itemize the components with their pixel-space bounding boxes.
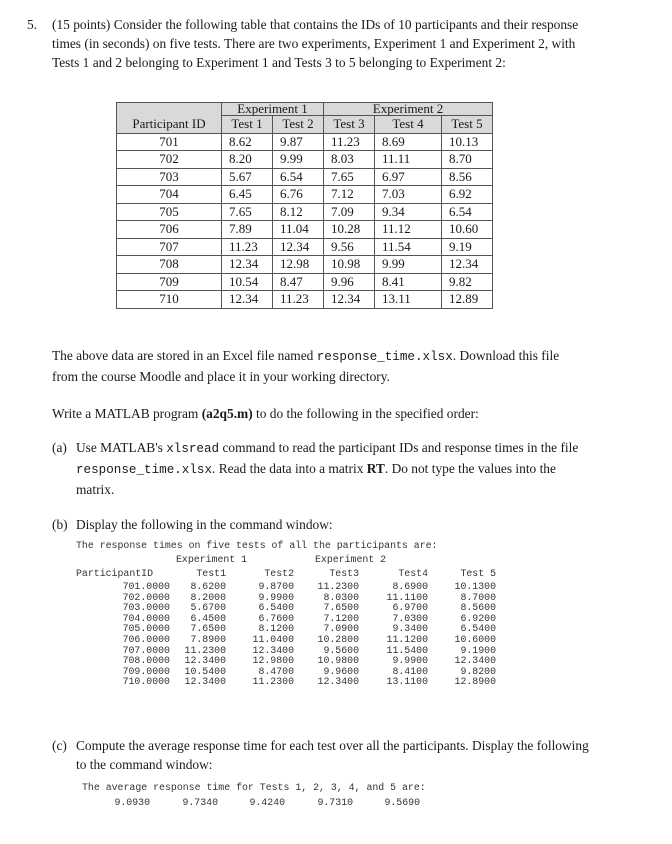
response-time-cell: 12.34 bbox=[273, 238, 324, 256]
response-time-cell: 12.34 bbox=[222, 256, 273, 274]
response-time-cell: 10.13 bbox=[442, 133, 493, 151]
part-c-output-title: The average response time for Tests 1, 2, 3, 4, and 5 are: bbox=[82, 782, 426, 793]
part-a-line2-before: . Read the data into a matrix bbox=[212, 461, 367, 476]
response-time-cell: 12.34 bbox=[442, 256, 493, 274]
response-time-cell: 10.54 bbox=[222, 273, 273, 291]
part-b-output-title: The response times on five tests of all the participants are: bbox=[76, 540, 438, 551]
output-value: 8.4100 bbox=[392, 665, 428, 677]
response-time-cell: 8.20 bbox=[222, 151, 273, 169]
output-value: 7.8900 bbox=[190, 634, 226, 645]
p1-line-2: from the course Moodle and place it in your working directory. bbox=[52, 369, 390, 384]
response-time-cell: 12.34 bbox=[222, 291, 273, 309]
response-time-cell: 7.65 bbox=[324, 168, 375, 186]
output-value: 7.0900 bbox=[323, 623, 359, 635]
output-value: 10.5400 bbox=[184, 665, 226, 677]
response-time-cell: 12.89 bbox=[442, 291, 493, 309]
response-time-cell: 12.98 bbox=[273, 256, 324, 274]
response-time-cell: 8.69 bbox=[375, 133, 442, 151]
part-a-label: (a) bbox=[52, 440, 67, 455]
response-time-cell: 11.04 bbox=[273, 221, 324, 239]
response-time-cell: 8.47 bbox=[273, 273, 324, 291]
response-time-cell: 10.28 bbox=[324, 221, 375, 239]
response-time-cell: 9.96 bbox=[324, 273, 375, 291]
part-b-text: Display the following in the command window: bbox=[76, 517, 333, 532]
response-time-cell: 6.92 bbox=[442, 186, 493, 204]
group-header-experiment-2: Experiment 2 bbox=[324, 103, 493, 116]
output-value: 8.5600 bbox=[460, 602, 496, 614]
column-header-test-3: Test 3 bbox=[324, 116, 375, 134]
part-a-filename: response_time.xlsx bbox=[76, 463, 213, 477]
response-time-cell: 11.12 bbox=[375, 221, 442, 239]
output-value: 11.5400 bbox=[386, 644, 428, 656]
output-value: 9.1900 bbox=[460, 644, 496, 656]
participant-id-cell: 710 bbox=[117, 291, 222, 309]
output-value: 703.0000 bbox=[122, 602, 170, 614]
intro-line-1: (15 points) Consider the following table that contains the IDs of 10 participants and their response bbox=[52, 17, 579, 32]
part-b-group-exp2: Experiment 2 bbox=[315, 554, 387, 565]
output-value: 11.2300 bbox=[252, 676, 294, 688]
output-value: 6.5400 bbox=[460, 623, 496, 635]
participant-id-cell: 704 bbox=[117, 186, 222, 204]
part-c-line2: to the command window: bbox=[76, 757, 213, 772]
response-time-cell: 9.19 bbox=[442, 238, 493, 256]
output-value: 701.0000 bbox=[122, 581, 170, 592]
output-col-header: Test3 bbox=[329, 568, 359, 579]
part-c-line1: Compute the average response time for each test over all the participants. Display the following bbox=[76, 738, 589, 753]
part-a-line1-before: Use MATLAB's bbox=[76, 440, 167, 455]
column-header-participant-id: Participant ID bbox=[117, 116, 222, 134]
response-time-cell: 10.60 bbox=[442, 221, 493, 239]
response-time-cell: 8.12 bbox=[273, 203, 324, 221]
group-header-experiment-1: Experiment 1 bbox=[222, 103, 324, 116]
response-time-cell: 7.09 bbox=[324, 203, 375, 221]
output-value: 7.0300 bbox=[392, 612, 428, 624]
response-time-cell: 5.67 bbox=[222, 168, 273, 186]
output-value: 11.2300 bbox=[184, 644, 226, 656]
response-time-cell: 7.89 bbox=[222, 221, 273, 239]
output-value: 10.9800 bbox=[317, 655, 359, 667]
output-value: 11.1200 bbox=[386, 634, 428, 645]
output-col-header: Test2 bbox=[264, 568, 294, 579]
output-value: 5.6700 bbox=[190, 602, 226, 614]
average-value: 9.7340 bbox=[182, 797, 218, 808]
output-value: 10.6000 bbox=[454, 634, 496, 645]
part-a-line3: matrix. bbox=[76, 482, 115, 497]
response-time-cell: 9.56 bbox=[324, 238, 375, 256]
output-value: 7.6500 bbox=[323, 602, 359, 614]
response-time-cell: 7.03 bbox=[375, 186, 442, 204]
output-value: 6.9200 bbox=[460, 612, 496, 624]
response-time-cell: 8.56 bbox=[442, 168, 493, 186]
output-value: 7.6500 bbox=[190, 623, 226, 635]
column-header-test-5: Test 5 bbox=[442, 116, 493, 134]
response-time-cell: 6.54 bbox=[442, 203, 493, 221]
output-value: 12.3400 bbox=[184, 655, 226, 667]
output-value: 11.1100 bbox=[386, 591, 428, 603]
output-value: 8.2000 bbox=[190, 591, 226, 603]
part-b-label: (b) bbox=[52, 517, 68, 532]
response-time-cell: 9.99 bbox=[273, 151, 324, 169]
response-time-cell: 10.98 bbox=[324, 256, 375, 274]
response-time-cell: 12.34 bbox=[324, 291, 375, 309]
output-value: 9.8700 bbox=[258, 581, 294, 592]
output-value: 13.1100 bbox=[386, 676, 428, 688]
participant-id-cell: 706 bbox=[117, 221, 222, 239]
output-value: 12.3400 bbox=[252, 644, 294, 656]
output-value: 706.0000 bbox=[122, 634, 170, 645]
output-value: 8.0300 bbox=[323, 591, 359, 603]
p1-text-after: . Download this file bbox=[452, 348, 560, 363]
participant-id-cell: 708 bbox=[117, 256, 222, 274]
output-col-header: Test 5 bbox=[460, 568, 496, 579]
question-number: 5. bbox=[27, 17, 38, 32]
participant-id-cell: 705 bbox=[117, 203, 222, 221]
p1-text-before: The above data are stored in an Excel file named bbox=[52, 348, 317, 363]
output-value: 9.9900 bbox=[258, 591, 294, 603]
output-value: 9.5600 bbox=[323, 644, 359, 656]
output-value: 6.9700 bbox=[392, 602, 428, 614]
output-value: 704.0000 bbox=[122, 612, 170, 624]
part-b-group-exp1: Experiment 1 bbox=[176, 554, 248, 565]
output-value: 8.4700 bbox=[258, 665, 294, 677]
part-c-label: (c) bbox=[52, 738, 67, 753]
output-value: 12.9800 bbox=[252, 655, 294, 667]
output-value: 12.3400 bbox=[317, 676, 359, 688]
response-time-cell: 8.62 bbox=[222, 133, 273, 151]
response-time-cell: 11.23 bbox=[222, 238, 273, 256]
output-value: 12.8900 bbox=[454, 676, 496, 688]
output-value: 6.4500 bbox=[190, 612, 226, 624]
participant-id-cell: 707 bbox=[117, 238, 222, 256]
output-col-header: Test1 bbox=[196, 568, 226, 579]
output-value: 9.8200 bbox=[460, 665, 496, 677]
output-value: 6.7600 bbox=[258, 612, 294, 624]
part-a-matrix-name: RT bbox=[366, 461, 385, 476]
output-value: 9.3400 bbox=[392, 623, 428, 635]
participant-id-cell: 701 bbox=[117, 133, 222, 151]
average-value: 9.0930 bbox=[114, 797, 150, 808]
output-value: 6.5400 bbox=[258, 602, 294, 614]
response-time-cell: 8.70 bbox=[442, 151, 493, 169]
output-value: 8.6900 bbox=[392, 581, 428, 592]
output-value: 8.7000 bbox=[460, 591, 496, 603]
output-value: 707.0000 bbox=[122, 644, 170, 656]
response-time-cell: 6.45 bbox=[222, 186, 273, 204]
part-a-line2-after: . Do not type the values into the bbox=[384, 461, 556, 476]
response-time-cell: 13.11 bbox=[375, 291, 442, 309]
output-value: 9.9900 bbox=[392, 655, 428, 667]
response-time-cell: 11.54 bbox=[375, 238, 442, 256]
output-value: 8.6200 bbox=[190, 581, 226, 592]
average-value: 9.5690 bbox=[384, 797, 420, 808]
response-time-cell: 9.34 bbox=[375, 203, 442, 221]
output-value: 10.1300 bbox=[454, 581, 496, 592]
average-value: 9.7310 bbox=[317, 797, 353, 808]
output-value: 708.0000 bbox=[122, 655, 170, 667]
column-header-test-4: Test 4 bbox=[375, 116, 442, 134]
response-time-cell: 6.54 bbox=[273, 168, 324, 186]
output-value: 11.0400 bbox=[252, 634, 294, 645]
output-value: 709.0000 bbox=[122, 665, 170, 677]
intro-line-2: times (in seconds) on five tests. There are two experiments, Experiment 1 and Experiment 2, with bbox=[52, 36, 576, 51]
column-header-test-1: Test 1 bbox=[222, 116, 273, 134]
response-time-cell: 11.23 bbox=[273, 291, 324, 309]
p2-text-after: to do the following in the specified order: bbox=[252, 406, 479, 421]
output-value: 7.1200 bbox=[323, 612, 359, 624]
output-value: 705.0000 bbox=[122, 623, 170, 635]
part-a-line1-after: command to read the participant IDs and response times in the file bbox=[219, 440, 579, 455]
response-time-cell: 11.11 bbox=[375, 151, 442, 169]
output-value: 702.0000 bbox=[122, 591, 170, 603]
output-value: 11.2300 bbox=[317, 581, 359, 592]
response-time-cell: 7.65 bbox=[222, 203, 273, 221]
response-time-cell: 7.12 bbox=[324, 186, 375, 204]
p2-text-before: Write a MATLAB program bbox=[52, 406, 202, 421]
response-time-cell: 9.87 bbox=[273, 133, 324, 151]
output-value: 710.0000 bbox=[122, 676, 170, 688]
output-value: 9.9600 bbox=[323, 665, 359, 677]
response-time-cell: 8.41 bbox=[375, 273, 442, 291]
response-time-cell: 11.23 bbox=[324, 133, 375, 151]
participant-id-cell: 709 bbox=[117, 273, 222, 291]
participant-id-cell: 702 bbox=[117, 151, 222, 169]
output-value: 12.3400 bbox=[184, 676, 226, 688]
response-time-cell: 6.76 bbox=[273, 186, 324, 204]
response-time-cell: 9.82 bbox=[442, 273, 493, 291]
intro-line-3: Tests 1 and 2 belonging to Experiment 1 and Tests 3 to 5 belonging to Experiment 2: bbox=[52, 55, 506, 70]
output-value: 12.3400 bbox=[454, 655, 496, 667]
response-time-cell: 9.99 bbox=[375, 256, 442, 274]
response-time-cell: 6.97 bbox=[375, 168, 442, 186]
output-col-header: Test4 bbox=[398, 568, 428, 579]
average-value: 9.4240 bbox=[249, 797, 285, 808]
p1-filename: response_time.xlsx bbox=[316, 350, 453, 364]
part-a-xlsread: xlsread bbox=[166, 442, 220, 456]
participant-id-cell: 703 bbox=[117, 168, 222, 186]
output-col-header: ParticipantID bbox=[76, 568, 154, 579]
output-value: 8.1200 bbox=[258, 623, 294, 635]
response-time-cell: 8.03 bbox=[324, 151, 375, 169]
column-header-test-2: Test 2 bbox=[273, 116, 324, 134]
output-value: 10.2800 bbox=[317, 634, 359, 645]
p2-program-name: (a2q5.m) bbox=[201, 406, 253, 421]
